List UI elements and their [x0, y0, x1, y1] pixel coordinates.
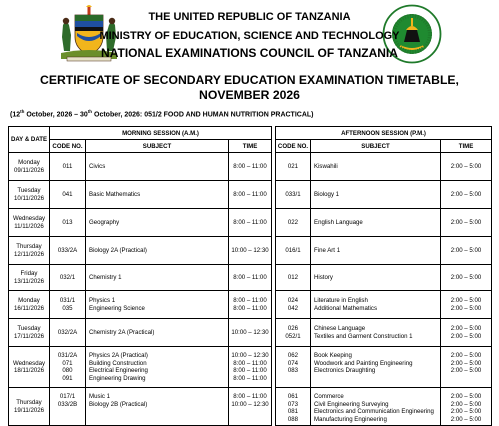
pm-subject-cell: Fine Art 1	[311, 237, 441, 265]
practical-date-note	[10, 109, 314, 118]
day-name: Monday	[18, 297, 40, 304]
day-name: Tuesday	[17, 325, 41, 332]
am-time-cell: 8:00 – 11:00	[229, 153, 272, 181]
ministry-heading: MINISTRY OF EDUCATION, SCIENCE AND TECHNOLOGY	[99, 30, 400, 42]
pm-subject-cell: Commerce Civil Engineering Surveying Electronics and Communication Engineering Manufacturing Engineering	[311, 388, 441, 426]
table-row	[9, 209, 492, 237]
pm-code-cell: 062 074 083	[276, 347, 311, 388]
exam-date: 17/11/2026	[13, 332, 45, 340]
timetable-body	[9, 153, 492, 426]
morning-session-header: MORNING SESSION (A.M.)	[50, 127, 272, 140]
day-name: Tuesday	[17, 187, 41, 194]
pm-subject-cell: Literature in English Additional Mathematics	[311, 291, 441, 319]
day-date-cell	[9, 347, 50, 388]
day-date-cell	[9, 209, 50, 237]
exam-date: 11/11/2026	[14, 222, 44, 230]
day-name: Friday	[20, 270, 38, 277]
note-sup-1: th	[20, 109, 25, 114]
day-name: Wednesday	[12, 359, 46, 367]
note-mid: October, 2026 – 30	[24, 111, 88, 119]
note-rest: October, 2026: 051/2 FOOD AND HUMAN NUTRITION PRACTICAL)	[92, 111, 314, 119]
council-heading: NATIONAL EXAMINATIONS COUNCIL OF TANZANIA	[101, 46, 398, 60]
exam-date: 10/11/2026	[13, 194, 45, 202]
am-subject-header: SUBJECT	[86, 140, 229, 153]
note-sup-2: th	[87, 109, 93, 114]
day-date-cell	[9, 388, 50, 426]
am-subject-cell: Geography	[86, 209, 229, 237]
pm-time-cell: 2:00 – 5:00	[441, 209, 492, 237]
exam-date: 16/11/2026	[13, 304, 45, 312]
pm-subject-cell: Kiswahili	[311, 153, 441, 181]
am-time-cell: 8:00 – 11:00	[229, 209, 272, 237]
title-line-2: NOVEMBER 2026	[199, 87, 300, 102]
pm-subject-cell: Book Keeping Woodwork and Painting Engineering Electronics Draughting	[311, 347, 441, 388]
am-code-cell: 031/1 035	[50, 291, 86, 319]
am-time-cell: 10:00 – 12:30	[229, 237, 272, 265]
pm-time-cell: 2:00 – 5:00 2:00 – 5:00	[441, 291, 492, 319]
column-header-row	[9, 140, 492, 153]
table-row	[9, 319, 492, 347]
day-date-cell	[9, 181, 50, 209]
am-subject-cell: Chemistry 1	[86, 265, 229, 291]
am-subject-cell: Biology 2A (Practical)	[86, 237, 229, 265]
pm-time-cell: 2:00 – 5:00 2:00 – 5:00 2:00 – 5:00 2:00 – 5:00	[441, 388, 492, 426]
table-row	[9, 153, 492, 181]
pm-time-cell: 2:00 – 5:00 2:00 – 5:00 2:00 – 5:00	[441, 347, 492, 388]
am-subject-cell: Chemistry 2A (Practical)	[86, 319, 229, 347]
pm-code-cell: 022	[276, 209, 311, 237]
pm-code-header: CODE NO.	[276, 140, 311, 153]
day-date-header: DAY & DATE	[9, 127, 50, 153]
pm-code-cell: 033/1	[276, 181, 311, 209]
table-row	[9, 291, 492, 319]
exam-date: 09/11/2026	[13, 166, 45, 174]
pm-time-cell: 2:00 – 5:00	[441, 237, 492, 265]
pm-code-cell: 021	[276, 153, 311, 181]
day-date-cell	[9, 265, 50, 291]
exam-date: 19/11/2026	[13, 406, 45, 414]
day-date-cell	[9, 237, 50, 265]
am-code-cell: 017/1 033/2B	[50, 388, 86, 426]
pm-time-cell: 2:00 – 5:00 2:00 – 5:00	[441, 319, 492, 347]
document-title	[0, 73, 499, 102]
am-code-header: CODE NO.	[50, 140, 86, 153]
am-subject-cell: Physics 1 Engineering Science	[86, 291, 229, 319]
pm-time-header: TIME	[441, 140, 492, 153]
exam-date: 13/11/2026	[13, 277, 45, 285]
pm-subject-header: SUBJECT	[311, 140, 441, 153]
day-name: Thursday	[16, 399, 42, 406]
am-code-cell: 032/2A	[50, 319, 86, 347]
day-date-cell	[9, 291, 50, 319]
am-time-cell: 8:00 – 11:00	[229, 181, 272, 209]
am-code-cell: 011	[50, 153, 86, 181]
day-date-cell	[9, 319, 50, 347]
title-line-1: CERTIFICATE OF SECONDARY EDUCATION EXAMINATION TIMETABLE,	[40, 73, 459, 87]
am-subject-cell: Music 1 Biology 2B (Practical)	[86, 388, 229, 426]
pm-code-cell: 016/1	[276, 237, 311, 265]
pm-time-cell: 2:00 – 5:00	[441, 265, 492, 291]
am-code-cell: 041	[50, 181, 86, 209]
document-header	[0, 0, 499, 66]
table-row	[9, 181, 492, 209]
pm-subject-cell: Chinese Language Textiles and Garment Construction 1	[311, 319, 441, 347]
note-open: (12	[10, 111, 21, 119]
am-subject-cell: Basic Mathematics	[86, 181, 229, 209]
table-row	[9, 265, 492, 291]
day-name: Monday	[18, 159, 40, 166]
am-time-cell: 10:00 – 12:30	[229, 319, 272, 347]
day-name: Wednesday	[12, 215, 46, 222]
am-code-cell: 013	[50, 209, 86, 237]
table-row	[9, 388, 492, 426]
am-code-cell: 032/1	[50, 265, 86, 291]
am-time-cell: 8:00 – 11:00 8:00 – 11:00	[229, 291, 272, 319]
table-row	[9, 237, 492, 265]
exam-date: 18/11/2026	[13, 367, 45, 374]
table-row	[9, 347, 492, 388]
am-code-cell: 031/2A 071 080 091	[50, 347, 86, 388]
afternoon-session-header: AFTERNOON SESSION (P.M.)	[276, 127, 492, 140]
timetable	[8, 126, 492, 426]
republic-heading: THE UNITED REPUBLIC OF TANZANIA	[148, 11, 351, 23]
pm-subject-cell: English Language	[311, 209, 441, 237]
am-time-header: TIME	[229, 140, 272, 153]
pm-subject-cell: History	[311, 265, 441, 291]
am-time-cell: 10:00 – 12:30 8:00 – 11:00 8:00 – 11:00 8:00 – 11:00	[229, 347, 272, 388]
day-date-cell	[9, 153, 50, 181]
pm-subject-cell: Biology 1	[311, 181, 441, 209]
pm-time-cell: 2:00 – 5:00	[441, 181, 492, 209]
am-subject-cell: Physics 2A (Practical) Building Construction Electrical Engineering Engineering Drawing	[86, 347, 229, 388]
day-name: Thursday	[16, 243, 42, 250]
session-header-row	[9, 127, 492, 140]
pm-code-cell: 026 052/1	[276, 319, 311, 347]
exam-date: 12/11/2026	[13, 250, 45, 258]
pm-time-cell: 2:00 – 5:00	[441, 153, 492, 181]
pm-code-cell: 024 042	[276, 291, 311, 319]
am-time-cell: 8:00 – 11:00 10:00 – 12:30	[229, 388, 272, 426]
am-subject-cell: Civics	[86, 153, 229, 181]
am-time-cell: 8:00 – 11:00	[229, 265, 272, 291]
pm-code-cell: 061 073 081 088	[276, 388, 311, 426]
pm-code-cell: 012	[276, 265, 311, 291]
am-code-cell: 033/2A	[50, 237, 86, 265]
